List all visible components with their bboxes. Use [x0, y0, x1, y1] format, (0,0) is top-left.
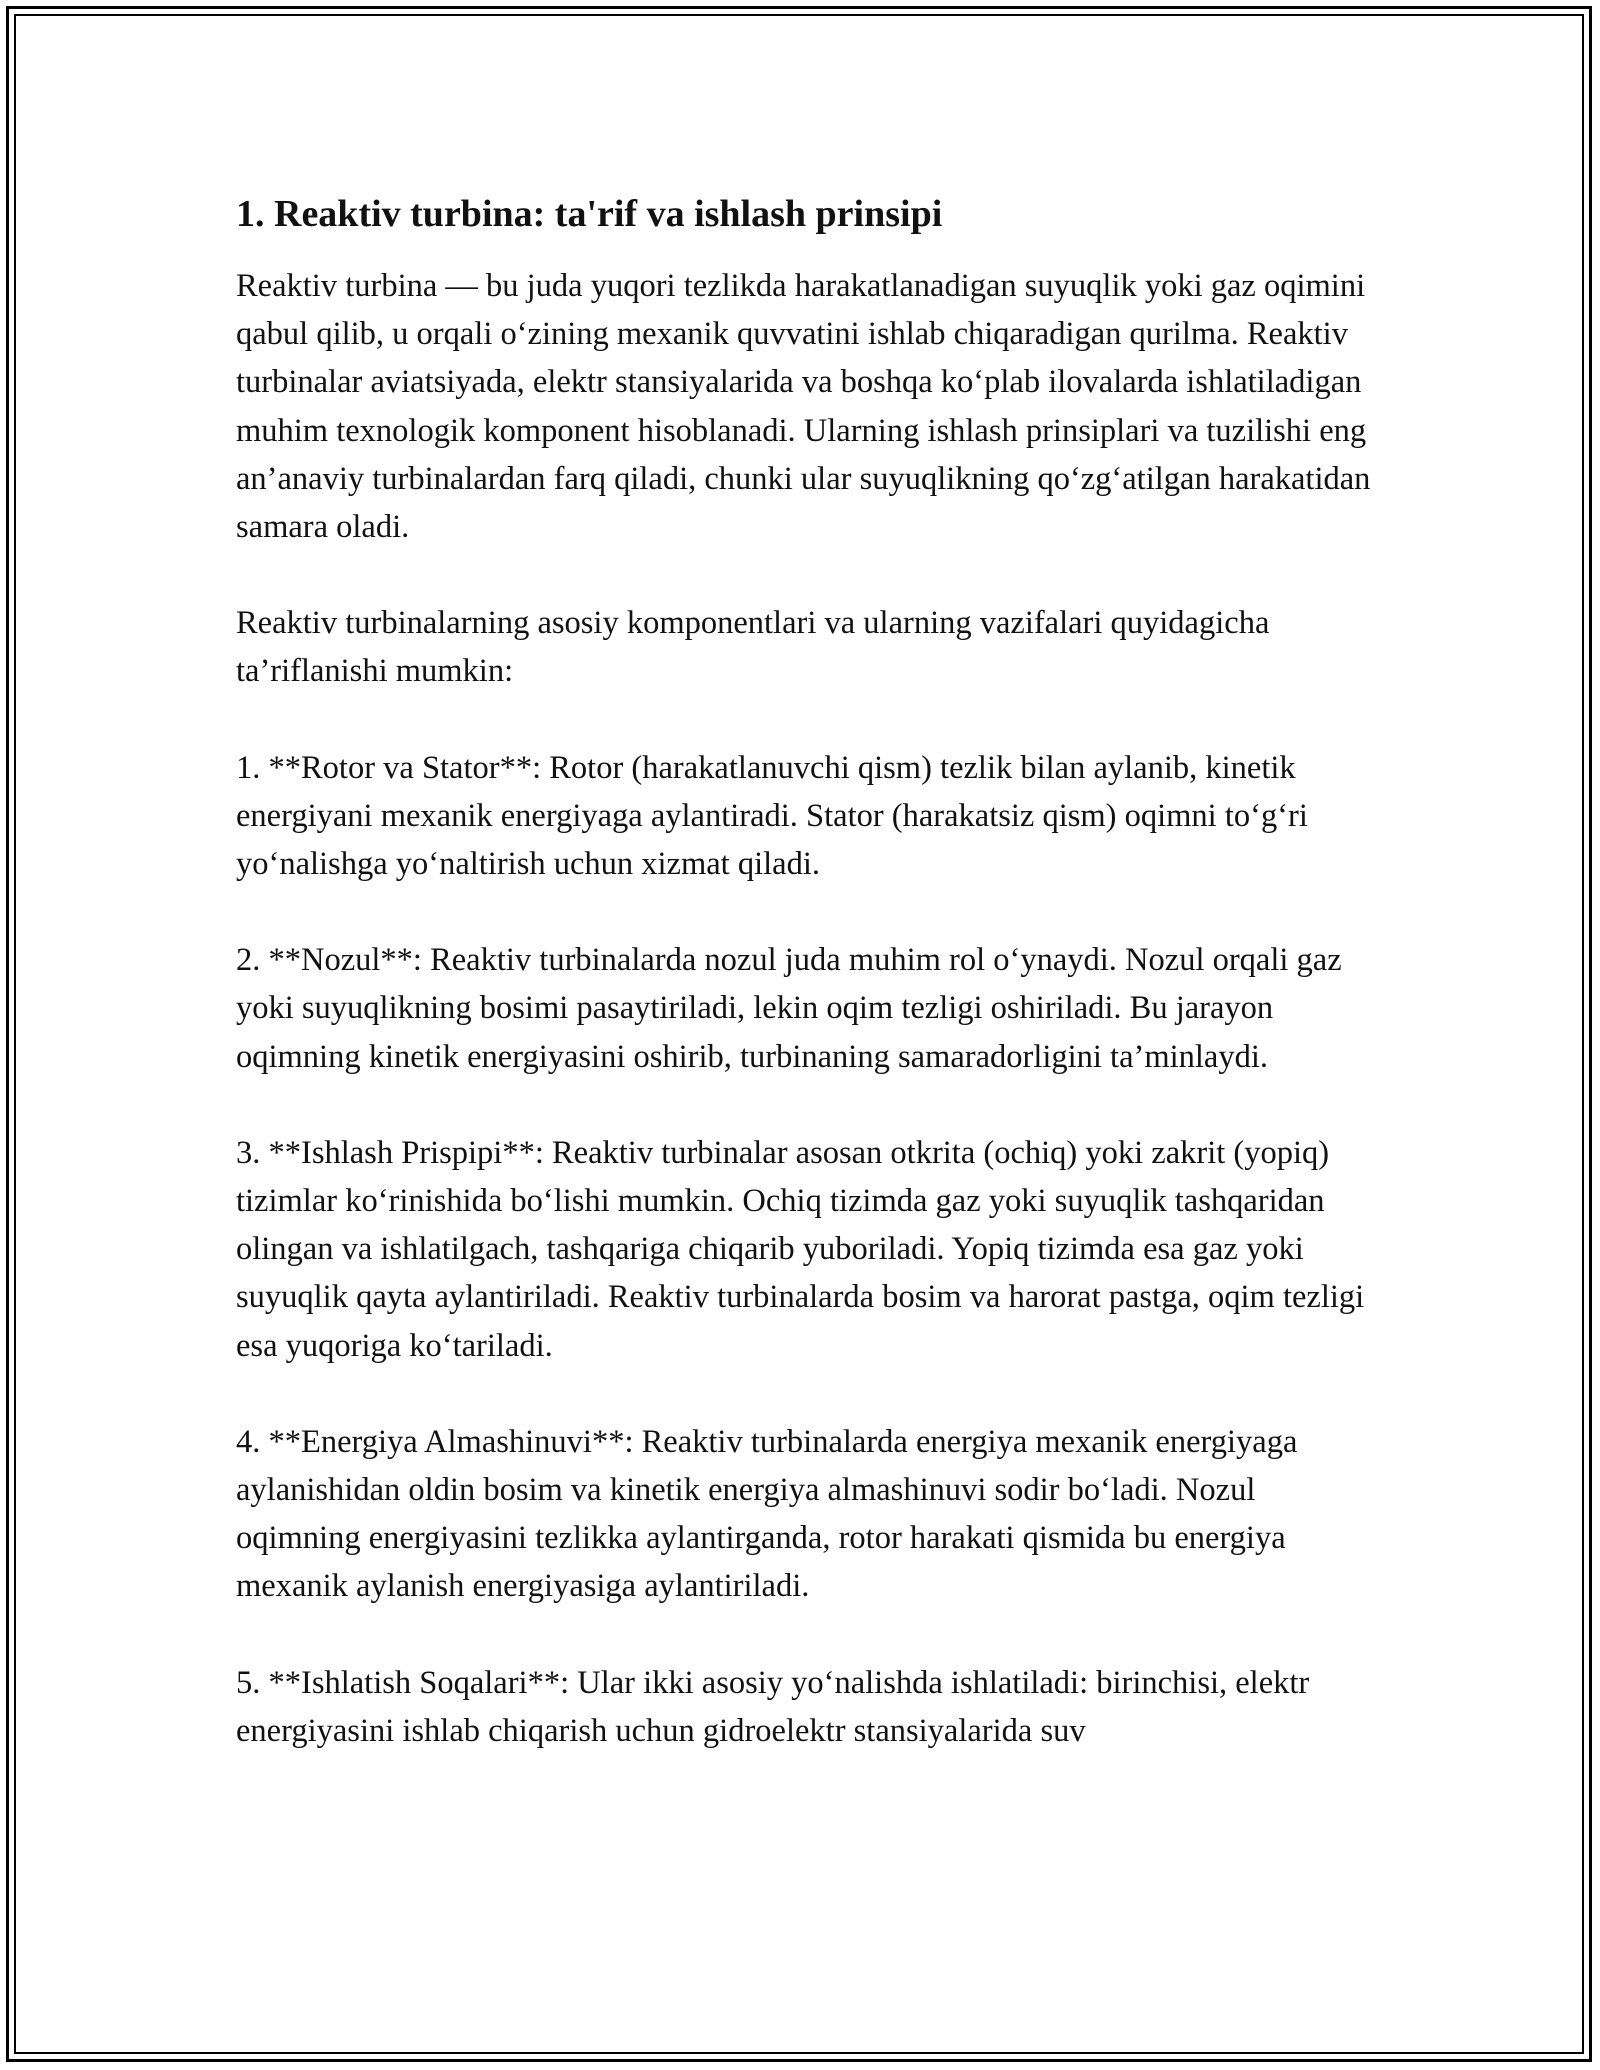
list-item-working-principle: 3. **Ishlash Prispipi**: Reaktiv turbinalar asosan otkrita (ochiq) yoki zakrit (yopiq) tizimlar ko‘rinishida bo‘lishi mumkin. Ochiq tizimda gaz yoki suyuqlik tashqaridan olingan va ishlatilgach, tashqariga chiqarib yuboriladi. Yopiq tizimda esa gaz yoki suyuqlik qayta aylantiriladi. Reaktiv turbinalarda bosim va harorat pastga, oqim tezligi esa yuqoriga ko‘tariladi. — [236, 1134, 1365, 1364]
list-item-applications: 5. **Ishlatish Soqalari**: Ular ikki asosiy yo‘nalishda ishlatiladi: birinchisi, elektr energiyasini ishlab chiqarish uchun gidroelektr stansiyalarida suv — [236, 1664, 1310, 1749]
list-item-energy-exchange: 4. **Energiya Almashinuvi**: Reaktiv turbinalarda energiya mexanik energiyaga aylanishidan oldin bosim va kinetik energiya almashinuvi sodir bo‘ladi. Nozul oqimning energiyasini tezlikka aylantirganda, rotor harakati qismida bu energiya mexanik aylanish energiyasiga aylantiriladi. — [236, 1423, 1298, 1605]
section-heading: 1. Reaktiv turbina: ta'rif va ishlash prinsipi — [236, 193, 943, 235]
paragraph-intro: Reaktiv turbina — bu juda yuqori tezlikda harakatlanadigan suyuqlik yoki gaz oqimini qabul qilib, u orqali o‘zining mexanik quvvatini ishlab chiqaradigan qurilma. Reaktiv turbinalar aviatsiyada, elektr stansiyalarida va boshqa ko‘plab ilovalarda ishlatiladigan muhim texnologik komponent hisoblanadi. Ularning ishlash prinsiplari va tuzilishi eng an’anaviy turbinalardan farq qiladi, chunki ular suyuqlikning qo‘zg‘atilgan harakatidan samara oladi. — [236, 268, 1371, 546]
list-item-nozzle: 2. **Nozul**: Reaktiv turbinalarda nozul juda muhim rol o‘ynaydi. Nozul orqali gaz yoki suyuqlikning bosimi pasaytiriladi, lekin oqim tezligi oshiriladi. Bu jarayon oqimning kinetik energiyasini oshirib, turbinaning samaradorligini ta’minlaydi. — [236, 942, 1342, 1075]
list-item-rotor-stator: 1. **Rotor va Stator**: Rotor (harakatlanuvchi qism) tezlik bilan aylanib, kinetik energiyani mexanik energiyaga aylantiradi. Stator (harakatsiz qism) oqimni to‘g‘ri yo‘nalishga yo‘naltirish uchun xizmat qiladi. — [236, 749, 1308, 883]
document-body — [236, 186, 1376, 1803]
paragraph-components-lead: Reaktiv turbinalarning asosiy komponentlari va ularning vazifalari quyidagicha ta’riflanishi mumkin: — [236, 605, 1270, 690]
